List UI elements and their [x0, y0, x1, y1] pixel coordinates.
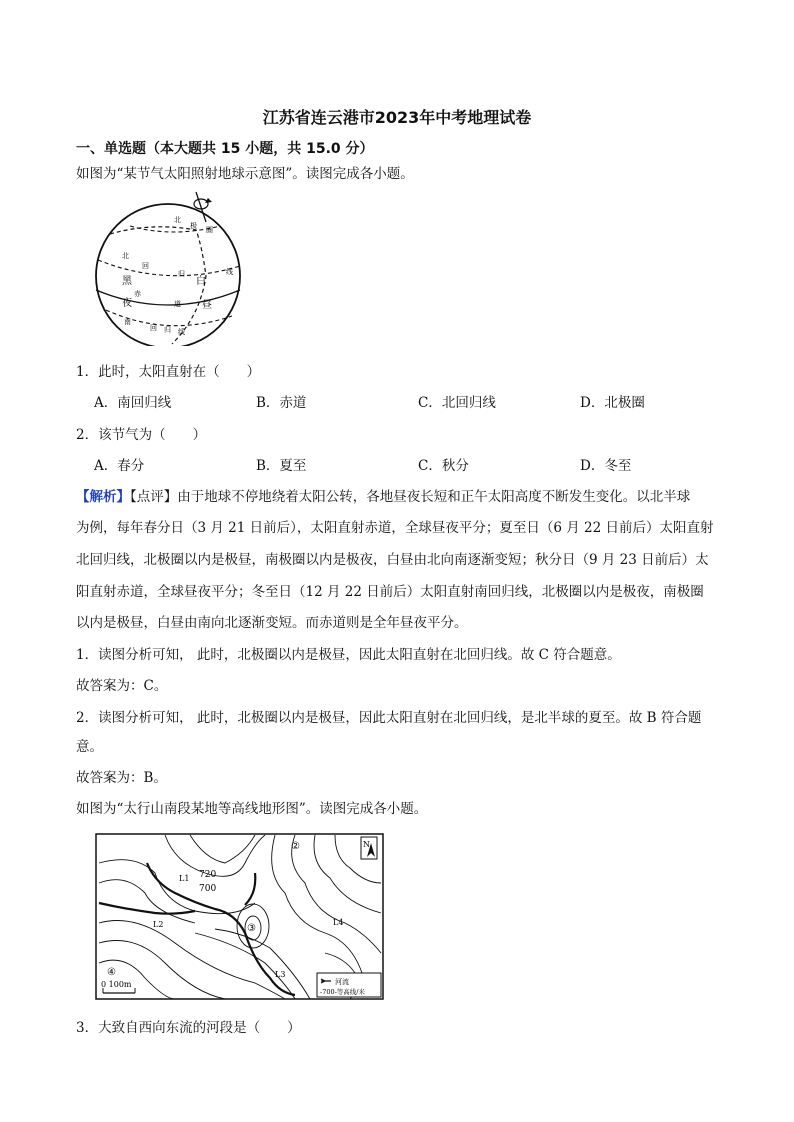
- q2-option-d: D．冬至: [580, 458, 632, 474]
- contour-label-700: 700: [199, 884, 217, 894]
- globe-label-tropic-n-1: 北: [122, 252, 129, 260]
- analysis-text-4: 阳直射赤道，全球昼夜平分；冬至日（12 月 22 日前后）太阳直射南回归线，北极圈以内是极夜，南极圈: [76, 584, 704, 600]
- section-heading: 一、单选题（本大题共 15 小题，共 15.0 分）: [76, 141, 374, 157]
- comment-tag: 【点评】: [130, 489, 178, 505]
- globe-label-arctic-2: 极: [190, 222, 197, 230]
- globe-label-tropic-s-1: 南: [124, 318, 131, 326]
- answer-2-explanation-cont: 意。: [76, 739, 103, 755]
- point-label-2: ②: [291, 841, 300, 852]
- point-label-4: ④: [107, 967, 116, 978]
- q2-option-c: C．秋分: [418, 458, 469, 474]
- page-title: 江苏省连云港市2023年中考地理试卷: [262, 108, 532, 127]
- intro-text-1: 如图为“某节气太阳照射地球示意图”。读图完成各小题。: [76, 166, 414, 182]
- globe-label-arctic-3: 圈: [206, 226, 213, 234]
- north-label: N: [363, 840, 370, 849]
- q2-option-a: A．春分: [94, 458, 145, 474]
- globe-label-tropic-s-2: 回: [150, 324, 157, 332]
- question-3-stem: 3．大致自西向东流的河段是（ ）: [76, 1020, 301, 1036]
- globe-label-arctic-1: 北: [174, 216, 181, 224]
- answer-1: 故答案为：C。: [76, 678, 168, 694]
- globe-label-tropic-n-4: 线: [226, 268, 233, 276]
- legend-river: 河流: [335, 978, 349, 986]
- point-label-3: ③: [247, 923, 256, 934]
- q1-option-a: A．南回归线: [94, 395, 172, 411]
- globe-label-day: 昼: [202, 300, 212, 311]
- answer-2-explanation: 2．读图分析可知， 此时，北极圈以内是极昼，因此太阳直射在北回归线，是北半球的夏至。故 B 符合题: [76, 710, 702, 726]
- legend-contour: -700-等高线/米: [320, 988, 365, 996]
- globe-label-tropic-s-3: 归: [164, 326, 171, 334]
- river-label-l2: L2: [153, 920, 164, 929]
- answer-2: 故答案为：B。: [76, 770, 167, 786]
- question-2-stem: 2．该节气为（ ）: [76, 427, 207, 443]
- scale-label: 0 100m: [101, 980, 132, 989]
- analysis-text-2: 为例，每年春分日（3 月 21 日前后），太阳直射赤道，全球昼夜平分；夏至日（6 月 22 日前后）太阳直射: [76, 520, 714, 536]
- globe-label-dark: 黑: [122, 276, 132, 287]
- contour-map: [95, 833, 385, 1001]
- analysis-tag: 【解析】: [76, 489, 130, 505]
- globe-label-tropic-n-2: 回: [142, 262, 149, 270]
- globe-label-night: 夜: [122, 298, 132, 309]
- globe-label-tropic-n-3: 归: [178, 270, 185, 278]
- globe-label-white: 白: [196, 276, 206, 287]
- river-label-l3: L3: [275, 970, 286, 979]
- globe-figure: [92, 186, 252, 346]
- intro-text-2: 如图为“太行山南段某地等高线地形图”。读图完成各小题。: [76, 801, 428, 817]
- analysis-text-5: 以内是极昼，白昼由南向北逐渐变短。而赤道则是全年昼夜平分。: [76, 615, 468, 631]
- river-label-l4: L4: [333, 918, 344, 927]
- q2-option-b: B．夏至: [256, 458, 307, 474]
- q1-option-b: B．赤道: [256, 395, 307, 411]
- globe-label-equator-1: 赤: [134, 290, 141, 298]
- answer-1-explanation: 1．读图分析可知， 此时，北极圈以内是极昼，因此太阳直射在北回归线。故 C 符合题意。: [76, 647, 621, 663]
- q1-option-c: C．北回归线: [418, 395, 496, 411]
- analysis-line-1: [76, 488, 690, 506]
- river-label-l1: L1: [179, 874, 190, 883]
- contour-label-720: 720: [199, 870, 217, 880]
- globe-label-equator-2: 道: [174, 300, 181, 308]
- analysis-text-1: 由于地球不停地绕着太阳公转，各地昼夜长短和正午太阳高度不断发生变化。以北半球: [177, 489, 691, 505]
- q1-option-d: D．北极圈: [580, 395, 645, 411]
- analysis-text-3: 北回归线，北极圈以内是极昼，南极圈以内是极夜，白昼由北向南逐渐变短；秋分日（9 月 23 日前后）太: [76, 552, 709, 568]
- question-1-stem: 1．此时，太阳直射在（ ）: [76, 364, 261, 380]
- globe-label-tropic-s-4: 线: [178, 328, 185, 336]
